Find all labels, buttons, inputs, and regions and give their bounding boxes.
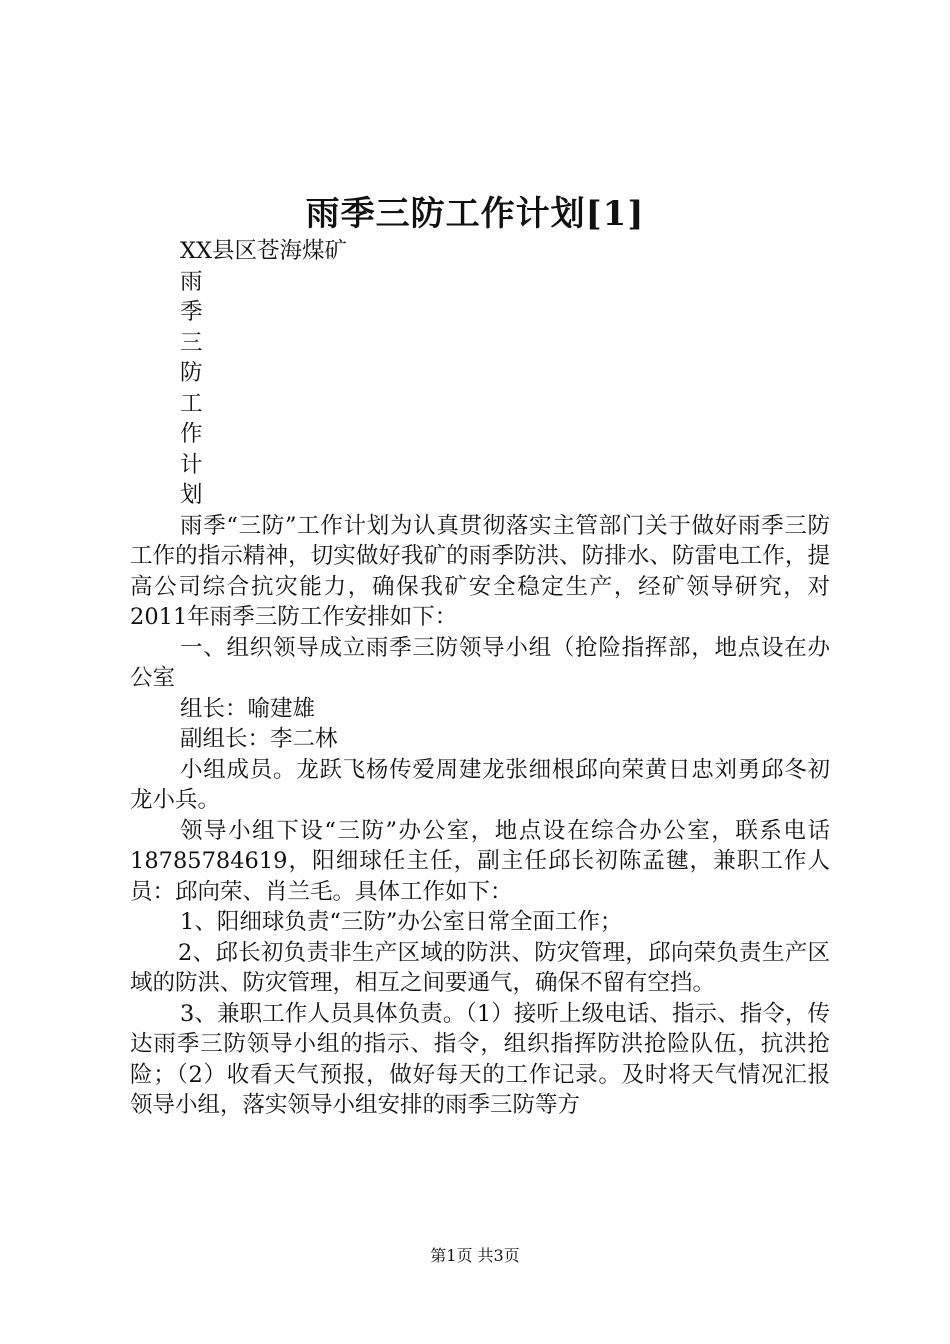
org-line: XX县区苍海煤矿: [180, 238, 348, 264]
vertical-title-char: 工: [180, 390, 203, 417]
paragraph-leader: 组长：喻建雄: [180, 695, 316, 722]
document-body: [130, 236, 830, 1121]
paragraph-members: 小组成员。龙跃飞杨传爱周建龙张细根邱向荣黄日忠刘勇邱冬初龙小兵。: [130, 756, 830, 813]
vertical-title: [130, 267, 830, 511]
vertical-title-char: 三: [180, 329, 203, 356]
page-footer: 第1页 共3页: [430, 1246, 520, 1265]
vertical-title-char: 雨: [180, 268, 203, 295]
vertical-title-char: 计: [180, 451, 203, 478]
vertical-title-char: 作: [180, 421, 203, 447]
paragraph-office: 领导小组下设“三防”办公室，地点设在综合办公室，联系电话18785784619，阳细球任主任，副主任邱长初陈孟毽，兼职工作人员：邱向荣、肖兰毛。具体工作如下：: [130, 817, 830, 905]
paragraph-item-3: 3、兼职工作人员具体负责。（1）接听上级电话、指示、指令，传达雨季三防领导小组的指示、指令，组织指挥防洪抢险队伍，抗洪抢险；（2）收看天气预报，做好每天的工作记录。及时将天气情况汇报领导小组，落实领导小组安排的雨季三防等方: [130, 1000, 830, 1118]
vertical-title-char: 划: [180, 482, 203, 508]
vertical-title-char: 防: [180, 360, 203, 386]
vertical-title-char: 季: [180, 299, 203, 325]
paragraph-section-1: 一、组织领导成立雨季三防领导小组（抢险指挥部，地点设在办公室: [130, 634, 830, 691]
paragraph-item-1: 1、阳细球负责“三防”办公室日常全面工作；: [180, 909, 623, 935]
paragraph-deputy-leader: 副组长：李二林: [180, 726, 338, 752]
paragraph-item-2: 2、邱长初负责非生产区域的防洪、防灾管理，邱向荣负责生产区域的防洪、防灾管理，相互之间要通气，确保不留有空挡。: [130, 939, 830, 996]
paragraph-intro: 雨季“三防”工作计划为认真贯彻落实主管部门关于做好雨季三防工作的指示精神，切实做好我矿的雨季防洪、防排水、防雷电工作，提高公司综合抗灾能力，确保我矿安全稳定生产，经矿领导研究，对2011年雨季三防工作安排如下：: [130, 512, 830, 630]
document-title: 雨季三防工作计划[1]: [305, 194, 645, 234]
